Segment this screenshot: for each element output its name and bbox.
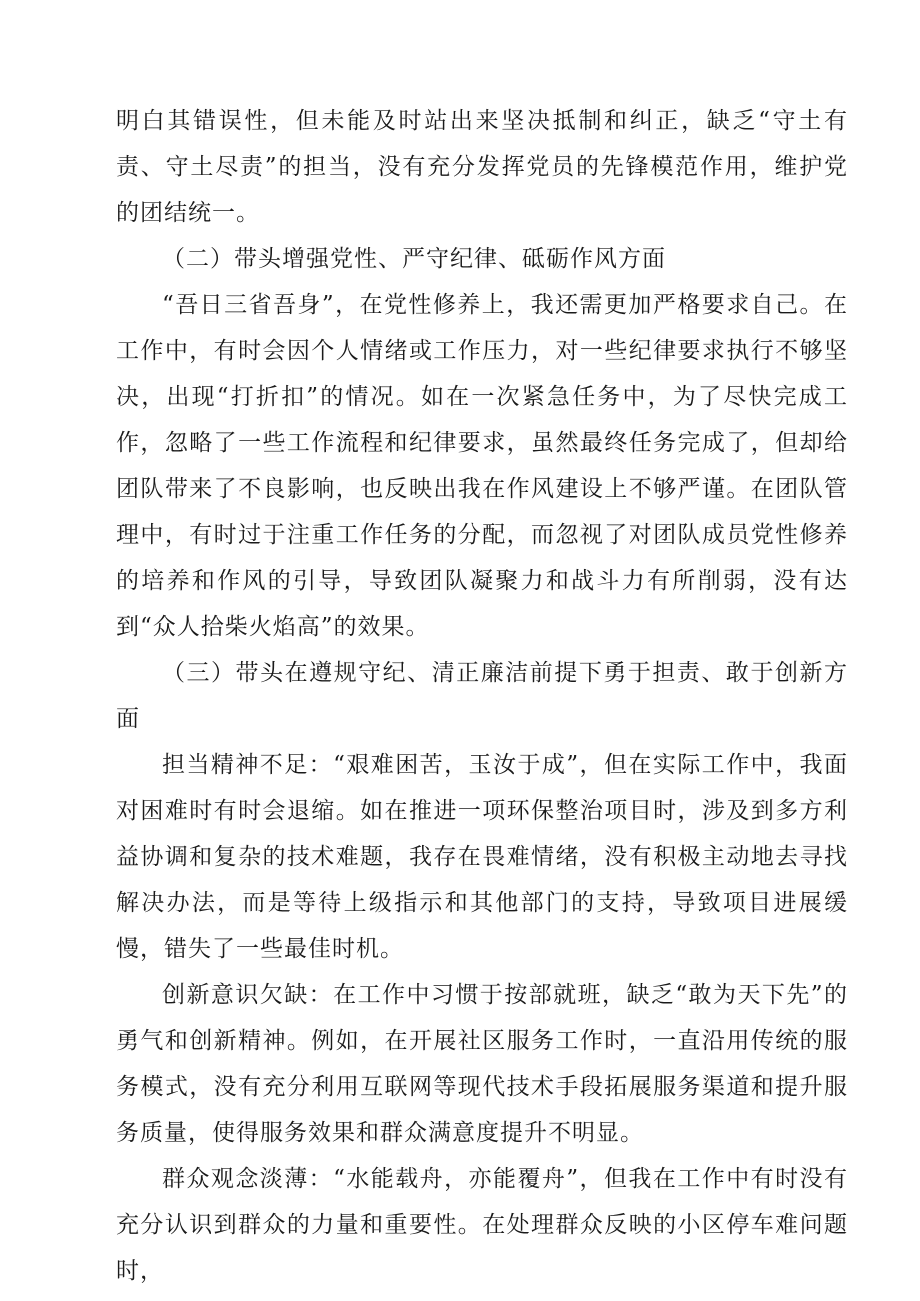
body-paragraph-mass-line: 群众观念淡薄：“水能载舟，亦能覆舟”，但我在工作中有时没有充分认识到群众的力量和重要性。在处理群众反映的小区停车难问题时， <box>116 1166 848 1284</box>
body-paragraph-continuation: 明白其错误性，但未能及时站出来坚决抵制和纠正，缺乏“守土有责、守土尽责”的担当，没有充分发挥党员的先锋模范作用，维护党的团结统一。 <box>116 108 848 226</box>
body-paragraph-responsibility: 担当精神不足：“艰难困苦，玉汝于成”，但在实际工作中，我面对困难时有时会退缩。如在推进一项环保整治项目时，涉及到多方利益协调和复杂的技术难题，我存在畏难情绪，没有积极主动地去寻找解决办法，而是等待上级指示和其他部门的支持，导致项目进展缓慢，错失了一些最佳时机。 <box>116 752 848 962</box>
section-heading-3: （三）带头在遵规守纪、清正廉洁前提下勇于担责、敢于创新方面 <box>116 660 848 732</box>
body-paragraph-party-spirit: “吾日三省吾身”，在党性修养上，我还需更加严格要求自己。在工作中，有时会因个人情绪或工作压力，对一些纪律要求执行不够坚决，出现“打折扣”的情况。如在一次紧急任务中，为了尽快完成工作，忽略了一些工作流程和纪律要求，虽然最终任务完成了，但却给团队带来了不良影响，也反映出我在作风建设上不够严谨。在团队管理中，有时过于注重工作任务的分配，而忽视了对团队成员党性修养的培养和作风的引导，导致团队凝聚力和战斗力有所削弱，没有达到“众人拾柴火焰高”的效果。 <box>116 292 848 640</box>
body-paragraph-innovation: 创新意识欠缺：在工作中习惯于按部就班，缺乏“敢为天下先”的勇气和创新精神。例如，在开展社区服务工作时，一直沿用传统的服务模式，没有充分利用互联网等现代技术手段拓展服务渠道和提升服务质量，使得服务效果和群众满意度提升不明显。 <box>116 982 848 1146</box>
document-body <box>116 98 848 1294</box>
section-heading-2: （二）带头增强党性、严守纪律、砥砺作风方面 <box>162 246 666 272</box>
